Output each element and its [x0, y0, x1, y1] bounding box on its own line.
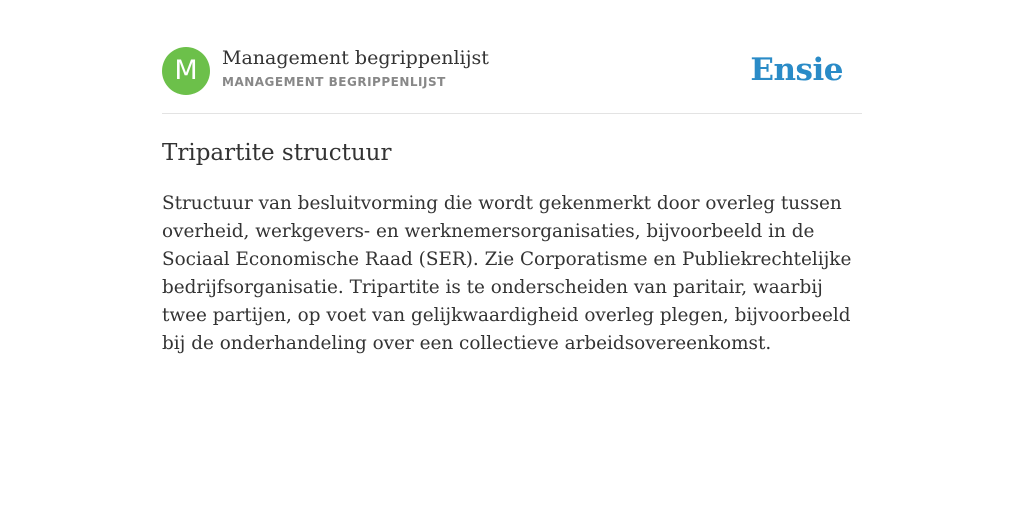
article-body: Structuur van besluitvorming die wordt gekenmerkt door overleg tussen overheid, werkgevers- en werknemersorganisaties, bijvoorbeeld in de Sociaal Economische Raad (SER). Zie Corporatisme en Publiekrechtelijke bedrijfsorganisatie. Tripartite is te onderscheiden van paritair, waarbij twee partijen, op voet van gelijkwaardigheid overleg plegen, bijvoorbeeld bij de onderhandeling over een collectieve arbeidsovereenkomst.	[162, 193, 852, 354]
content-container	[162, 46, 862, 358]
article-title: Tripartite structuur	[162, 140, 392, 166]
header-titles	[222, 46, 489, 94]
avatar[interactable]: M	[162, 47, 210, 95]
header	[162, 46, 862, 114]
site-subtitle: MANAGEMENT BEGRIPPENLIJST	[222, 75, 446, 89]
site-title[interactable]: Management begrippenlijst	[222, 47, 489, 69]
brand-logo[interactable]: Ensie	[750, 52, 843, 88]
